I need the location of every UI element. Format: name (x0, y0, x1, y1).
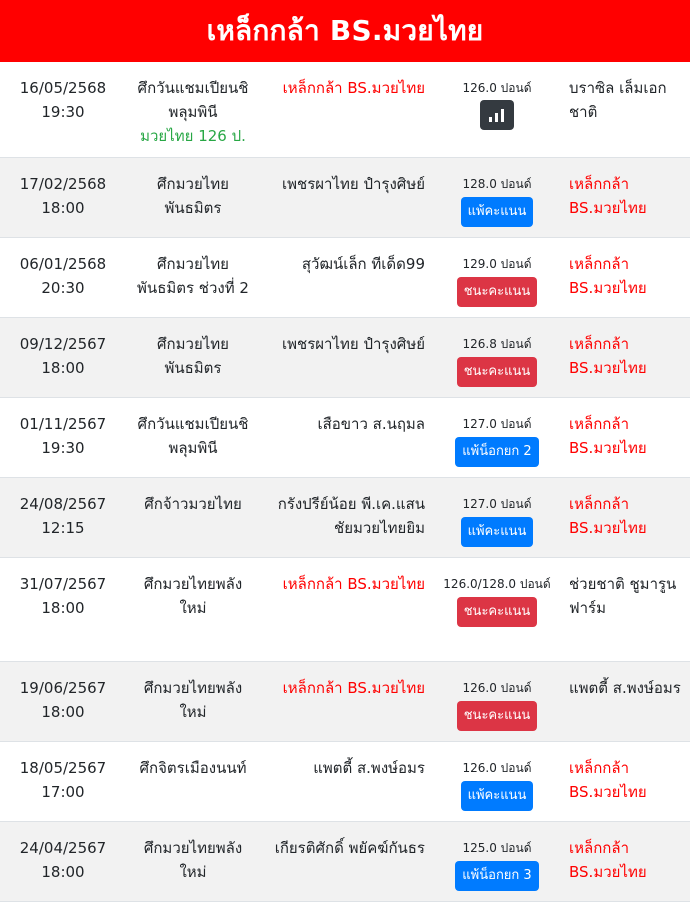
result-badge[interactable]: แพ้น็อกยก 3 (455, 861, 538, 891)
fight-date: 18/05/2567 (19, 759, 107, 777)
fight-row (0, 662, 690, 742)
fight-date-cell (0, 676, 126, 724)
weight-label: 126.0 ปอนด์ (462, 81, 532, 95)
fighter-right-link[interactable]: เหล็กกล้า BS.มวยไทย (569, 759, 647, 801)
weight-result-cell (433, 836, 561, 891)
fight-date-cell (0, 836, 126, 884)
weight-label: 128.0 ปอนด์ (462, 177, 532, 191)
fight-date-cell (0, 332, 126, 380)
result-badge[interactable]: แพ้คะแนน (461, 197, 534, 227)
weight-label: 126.0 ปอนด์ (462, 761, 532, 775)
fight-date: 24/04/2567 (19, 839, 107, 857)
fight-time: 20:30 (41, 279, 85, 297)
fighter-left-link[interactable]: เพชรผาไทย ปำรุงศิษย์ (282, 175, 425, 193)
weight-result-cell (433, 492, 561, 547)
fight-row (0, 822, 690, 902)
fight-row (0, 62, 690, 158)
fight-time: 19:30 (41, 103, 85, 121)
fight-row (0, 478, 690, 558)
fighter-right-link[interactable]: เหล็กกล้า BS.มวยไทย (569, 335, 647, 377)
fight-date: 06/01/2568 (19, 255, 107, 273)
fight-date-cell (0, 252, 126, 300)
event-name-cell (126, 492, 260, 516)
fighter-right-link[interactable]: แพตตี้ ส.พงษ์อมร (569, 679, 681, 697)
fight-date: 24/08/2567 (19, 495, 107, 513)
event-name-line: ศึกมวยไทย (157, 175, 229, 193)
event-name-cell (126, 836, 260, 884)
event-name-cell (126, 572, 260, 620)
weight-label: 125.0 ปอนด์ (462, 841, 532, 855)
fighter-left-link[interactable]: แพตตี้ ส.พงษ์อมร (313, 759, 425, 777)
event-name-line: ศึกวันแชมเปียนชิ (137, 415, 249, 433)
event-name-line: ศึกมวยไทย (157, 335, 229, 353)
fighter-right-link[interactable]: เหล็กกล้า BS.มวยไทย (569, 495, 647, 537)
event-name-line: พลุมพินี (168, 103, 218, 121)
fight-row (0, 742, 690, 822)
fight-date-cell (0, 76, 126, 124)
event-name-line: พันธมิตร ช่วงที่ 2 (137, 279, 249, 297)
event-name-cell (126, 252, 260, 300)
weight-label: 129.0 ปอนด์ (462, 257, 532, 271)
result-badge[interactable]: แพ้น็อกยก 2 (455, 437, 538, 467)
fighter-right-link[interactable]: เหล็กกล้า BS.มวยไทย (569, 839, 647, 881)
fighter-right-link[interactable]: ช่วยชาติ ชูมารูน ฟาร์ม (569, 575, 677, 617)
event-name-line: พันธมิตร (164, 359, 222, 377)
result-badge[interactable]: แพ้คะแนน (461, 517, 534, 547)
event-name-cell (126, 332, 260, 380)
fight-row (0, 238, 690, 318)
event-division: มวยไทย 126 ป. (140, 127, 246, 145)
result-badge[interactable]: แพ้คะแนน (461, 781, 534, 811)
result-badge[interactable]: ชนะคะแนน (457, 357, 538, 387)
fighter-right-link[interactable]: เหล็กกล้า BS.มวยไทย (569, 175, 647, 217)
event-name-cell (126, 76, 260, 148)
page-title-bar (0, 0, 690, 62)
fighter-right-link[interactable]: เหล็กกล้า BS.มวยไทย (569, 255, 647, 297)
fight-time: 18:00 (41, 863, 85, 881)
fight-time: 17:00 (41, 783, 85, 801)
fight-time: 18:00 (41, 703, 85, 721)
weight-result-cell (433, 676, 561, 731)
page-title: เหล็กกล้า BS.มวยไทย (206, 14, 484, 47)
event-name-line: ศึกมวยไทยพลัง (143, 679, 243, 697)
event-name-cell (126, 172, 260, 220)
fight-time: 12:15 (41, 519, 85, 537)
fight-row (0, 558, 690, 662)
event-name-line: พันธมิตร (164, 199, 222, 217)
fight-date-cell (0, 492, 126, 540)
weight-result-cell (433, 76, 561, 136)
weight-result-cell (433, 332, 561, 387)
weight-result-cell (433, 412, 561, 467)
fight-date-cell (0, 412, 126, 460)
event-name-line: ใหม่ (179, 599, 207, 617)
event-name-line: ศึกมวยไทยพลัง (143, 575, 243, 593)
weight-label: 126.0/128.0 ปอนด์ (443, 577, 551, 591)
event-name-cell (126, 756, 260, 780)
event-name-cell (126, 676, 260, 724)
event-name-line: ใหม่ (179, 863, 207, 881)
result-badge[interactable]: ชนะคะแนน (457, 701, 538, 731)
fight-date: 19/06/2567 (19, 679, 107, 697)
fighter-left-link[interactable]: เกียรติศักดิ์ พยัคฆ์กันธร (274, 839, 425, 857)
fighter-left-link[interactable]: เหล็กกล้า BS.มวยไทย (282, 79, 425, 97)
fight-date-cell (0, 172, 126, 220)
fight-row (0, 318, 690, 398)
event-name-line: ศึกวันแชมเปียนชิ (137, 79, 249, 97)
fighter-left-link[interactable]: สุวัฒน์เล็ก ทีเด็ด99 (301, 255, 425, 273)
weight-label: 126.0 ปอนด์ (462, 681, 532, 695)
fight-date: 17/02/2568 (19, 175, 107, 193)
weight-label: 127.0 ปอนด์ (462, 417, 532, 431)
fighter-right-link[interactable]: เหล็กกล้า BS.มวยไทย (569, 415, 647, 457)
stats-chart-icon[interactable] (480, 100, 514, 130)
fight-history-table (0, 62, 690, 902)
event-name-line: ศึกจ้าวมวยไทย (144, 495, 242, 513)
fighter-right-link[interactable]: บราซิล เล็มเอก ชาติ (569, 79, 667, 121)
event-name-line: ศึกมวยไทย (157, 255, 229, 273)
weight-label: 126.8 ปอนด์ (462, 337, 532, 351)
fighter-left-link[interactable]: เพชรผาไทย ปำรุงศิษย์ (282, 335, 425, 353)
fight-row (0, 398, 690, 478)
fighter-left-link[interactable]: เสือขาว ส.นฤมล (317, 415, 425, 433)
fight-date: 09/12/2567 (19, 335, 107, 353)
event-name-line: ศึกมวยไทยพลัง (143, 839, 243, 857)
fight-date-cell (0, 756, 126, 804)
fight-time: 18:00 (41, 599, 85, 617)
result-badge[interactable]: ชนะคะแนน (457, 277, 538, 307)
fighter-left-link[interactable]: เหล็กกล้า BS.มวยไทย (282, 575, 425, 593)
event-name-line: ใหม่ (179, 703, 207, 721)
fighter-left-link[interactable]: กรังปรีย์น้อย พี.เค.แสน ชัยมวยไทยยิม (277, 495, 425, 537)
fight-time: 19:30 (41, 439, 85, 457)
event-name-cell (126, 412, 260, 460)
fight-date: 01/11/2567 (19, 415, 107, 433)
fight-date: 16/05/2568 (19, 79, 107, 97)
fighter-left-link[interactable]: เหล็กกล้า BS.มวยไทย (282, 679, 425, 697)
weight-label: 127.0 ปอนด์ (462, 497, 532, 511)
result-badge[interactable]: ชนะคะแนน (457, 597, 538, 627)
fight-time: 18:00 (41, 199, 85, 217)
fight-row (0, 158, 690, 238)
event-name-line: พลุมพินี (168, 439, 218, 457)
weight-result-cell (433, 252, 561, 307)
weight-result-cell (433, 756, 561, 811)
fight-time: 18:00 (41, 359, 85, 377)
event-name-line: ศึกจิตรเมืองนนท์ (139, 759, 247, 777)
weight-result-cell (433, 572, 561, 627)
weight-result-cell (433, 172, 561, 227)
fight-date-cell (0, 572, 126, 620)
fight-date: 31/07/2567 (19, 575, 107, 593)
